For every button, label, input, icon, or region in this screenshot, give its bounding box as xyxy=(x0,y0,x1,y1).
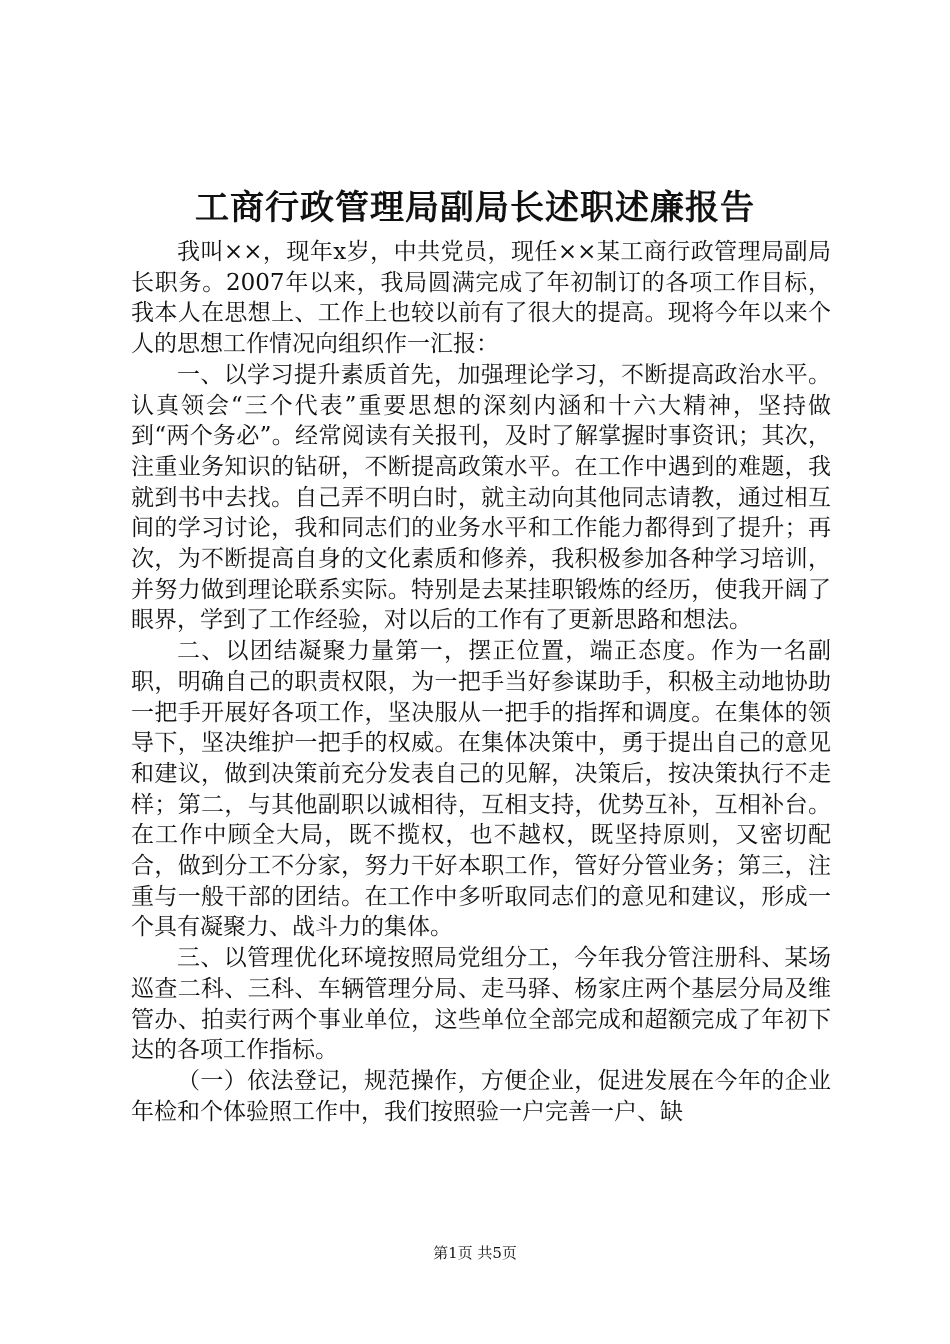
paragraph-intro: 我叫××，现年x岁，中共党员，现任××某工商行政管理局副局长职务。2007年以来，我局圆满完成了年初制订的各项工作目标，我本人在思想上、工作上也较以前有了很大的提高。现将今年以来个人的思想工作情况向组织作一汇报： xyxy=(131,239,831,358)
paragraph-section-three: 三、以管理优化环境按照局党组分工，今年我分管注册科、某场巡查二科、三科、车辆管理分局、走马驿、杨家庄两个基层分局及维管办、拍卖行两个事业单位，这些单位全部完成和超额完成了年初下达的各项工作指标。 xyxy=(131,945,831,1064)
page-footer: 第1页 共5页 xyxy=(433,1244,517,1262)
document-title: 工商行政管理局副局长述职述廉报告 xyxy=(195,188,755,228)
paragraph-section-two: 二、以团结凝聚力量第一，摆正位置，端正态度。作为一名副职，明确自己的职责权限，为一把手当好参谋助手，积极主动地协助一把手开展好各项工作，坚决服从一把手的指挥和调度。在集体的领导下，坚决维护一把手的权威。在集体决策中，勇于提出自己的意见和建议，做到决策前充分发表自己的见解，决策后，按决策执行不走样；第二，与其他副职以诚相待，互相支持，优势互补，互相补台。在工作中顾全大局，既不揽权，也不越权，既坚持原则，又密切配合，做到分工不分家，努力干好本职工作，管好分管业务；第三，注重与一般干部的团结。在工作中多听取同志们的意见和建议，形成一个具有凝聚力、战斗力的集体。 xyxy=(131,638,831,941)
paragraph-section-one: 一、以学习提升素质首先，加强理论学习，不断提高政治水平。认真领会“三个代表”重要思想的深刻内涵和十六大精神，坚持做到“两个务必”。经常阅读有关报刊，及时了解掌握时事资讯；其次，注重业务知识的钻研，不断提高政策水平。在工作中遇到的难题，我就到书中去找。自己弄不明白时，就主动向其他同志请教，通过相互间的学习讨论，我和同志们的业务水平和工作能力都得到了提升；再次，为不断提高自身的文化素质和修养，我积极参加各种学习培训，并努力做到理论联系实际。特别是去某挂职锻炼的经历，使我开阔了眼界，学到了工作经验，对以后的工作有了更新思路和想法。 xyxy=(131,361,831,634)
paragraph-subsection-one: （一）依法登记，规范操作，方便企业，促进发展在今年的企业年检和个体验照工作中，我们按照验一户完善一户、缺 xyxy=(131,1067,831,1125)
document-body xyxy=(131,237,831,1127)
